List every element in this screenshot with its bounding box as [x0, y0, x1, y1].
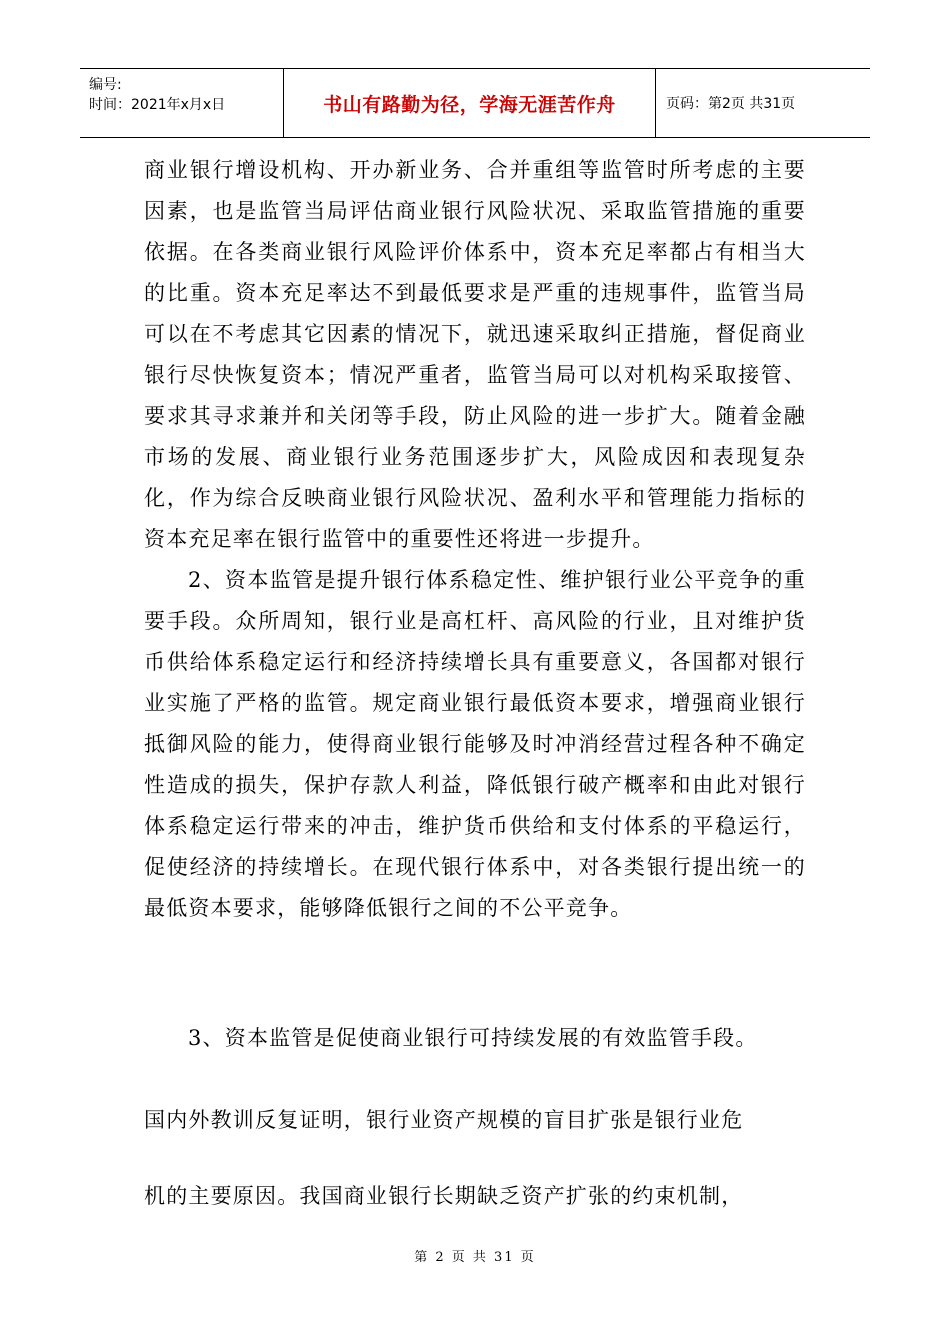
- section-3-heading: 3、资本监管是促使商业银行可持续发展的有效监管手段。: [188, 1026, 758, 1050]
- document-header: [80, 68, 870, 138]
- document-body: [144, 150, 806, 929]
- document-number-label: 编号:: [89, 77, 122, 93]
- paragraph-continued: 商业银行增设机构、开办新业务、合并重组等监管时所考虑的主要因素，也是监管当局评估商业银行风险状况、采取监管措施的重要依据。在各类商业银行风险评价体系中，资本充足率都占有相当大的比重。资本充足率达不到最低要求是严重的违规事件，监管当局可以在不考虑其它因素的情况下，就迅速采取纠正措施，督促商业银行尽快恢复资本；情况严重者，监管当局可以对机构采取接管、要求其寻求兼并和关闭等手段，防止风险的进一步扩大。随着金融市场的发展、商业银行业务范围逐步扩大，风险成因和表现复杂化，作为综合反映商业银行风险状况、盈利水平和管理能力指标的资本充足率在银行监管中的重要性还将进一步提升。: [144, 158, 806, 551]
- paragraph-section-2: 2、资本监管是提升银行体系稳定性、维护银行业公平竞争的重要手段。众所周知，银行业是高杠杆、高风险的行业，且对维护货币供给体系稳定运行和经济持续增长具有重要意义，各国都对银行业实施了严格的监管。规定商业银行最低资本要求，增强商业银行抵御风险的能力，使得商业银行能够及时冲消经营过程各种不确定性造成的损失，保护存款人利益，降低银行破产概率和由此对银行体系稳定运行带来的冲击，维护货币供给和支付体系的平稳运行，促使经济的持续增长。在现代银行体系中，对各类银行提出统一的最低资本要求，能够降低银行之间的不公平竞争。: [144, 568, 806, 920]
- header-motto: 书山有路勤为径，学海无涯苦作舟: [323, 93, 616, 116]
- header-page-info-cell: [656, 69, 870, 137]
- document-time: 时间：2021年x月x日: [89, 97, 226, 113]
- page-footer: 第 2 页 共 31 页: [414, 1250, 536, 1265]
- body-line: 机的主要原因。我国商业银行长期缺乏资产扩张的约束机制，: [144, 1184, 744, 1208]
- header-motto-cell: [284, 69, 656, 137]
- body-line: 国内外教训反复证明，银行业资产规模的盲目扩张是银行业危: [144, 1108, 744, 1132]
- header-meta: [80, 69, 284, 137]
- header-page-info: 页码：第2页 共31页: [666, 96, 796, 112]
